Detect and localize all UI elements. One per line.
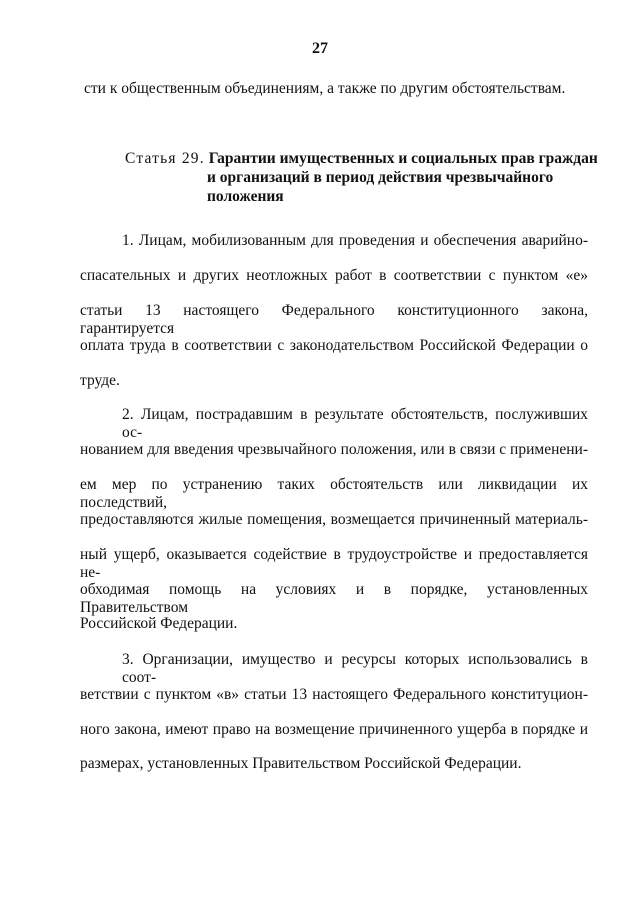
- paragraph-line: 3. Организации, имущество и ресурсы которых использовались в соот-: [122, 651, 588, 686]
- paragraph-line: статьи 13 настоящего Федерального конституционного закона, гарантируется: [80, 302, 588, 337]
- paragraph-line: оплата труда в соответствии с законодательством Российской Федерации о: [80, 337, 588, 354]
- page-number: 27: [312, 40, 328, 57]
- article-title-line: и организаций в период действия чрезвычайного: [207, 169, 554, 186]
- paragraph-line: ветствии с пунктом «в» статьи 13 настоящего Федерального конституцион-: [80, 686, 588, 703]
- paragraph-line: ного закона, имеют право на возмещение причиненного ущерба в порядке и: [80, 721, 588, 738]
- paragraph-line: Российской Федерации.: [80, 615, 238, 632]
- article-label: Статья 29.: [125, 150, 205, 167]
- paragraph-line: предоставляются жилые помещения, возмещается причиненный материаль-: [80, 511, 588, 528]
- paragraph-line: 2. Лицам, пострадавшим в результате обстоятельств, послуживших ос-: [122, 406, 588, 441]
- paragraph-line: ем мер по устранению таких обстоятельств или ликвидации их последствий,: [80, 476, 588, 511]
- paragraph-line: 1. Лицам, мобилизованным для проведения и обеспечения аварийно-: [122, 232, 588, 249]
- article-title-line: Гарантии имущественных и социальных прав граждан: [208, 150, 598, 167]
- paragraph-line: нованием для введения чрезвычайного положения, или в связи с применени-: [80, 441, 588, 458]
- carryover-text-line: сти к общественным объединениям, а также по другим обстоятельствам.: [84, 80, 566, 97]
- paragraph-line: размерах, установленных Правительством Российской Федерации.: [80, 755, 522, 772]
- article-heading-line-1: [125, 150, 598, 168]
- paragraph-line: труде.: [80, 372, 120, 389]
- paragraph-line: спасательных и других неотложных работ в соответствии с пунктом «е»: [80, 267, 588, 284]
- paragraph-line: ный ущерб, оказывается содействие в трудоустройстве и предоставляется не-: [80, 546, 588, 581]
- paragraph-line: обходимая помощь на условиях и в порядке, установленных Правительством: [80, 581, 588, 616]
- article-title-line: положения: [207, 188, 284, 205]
